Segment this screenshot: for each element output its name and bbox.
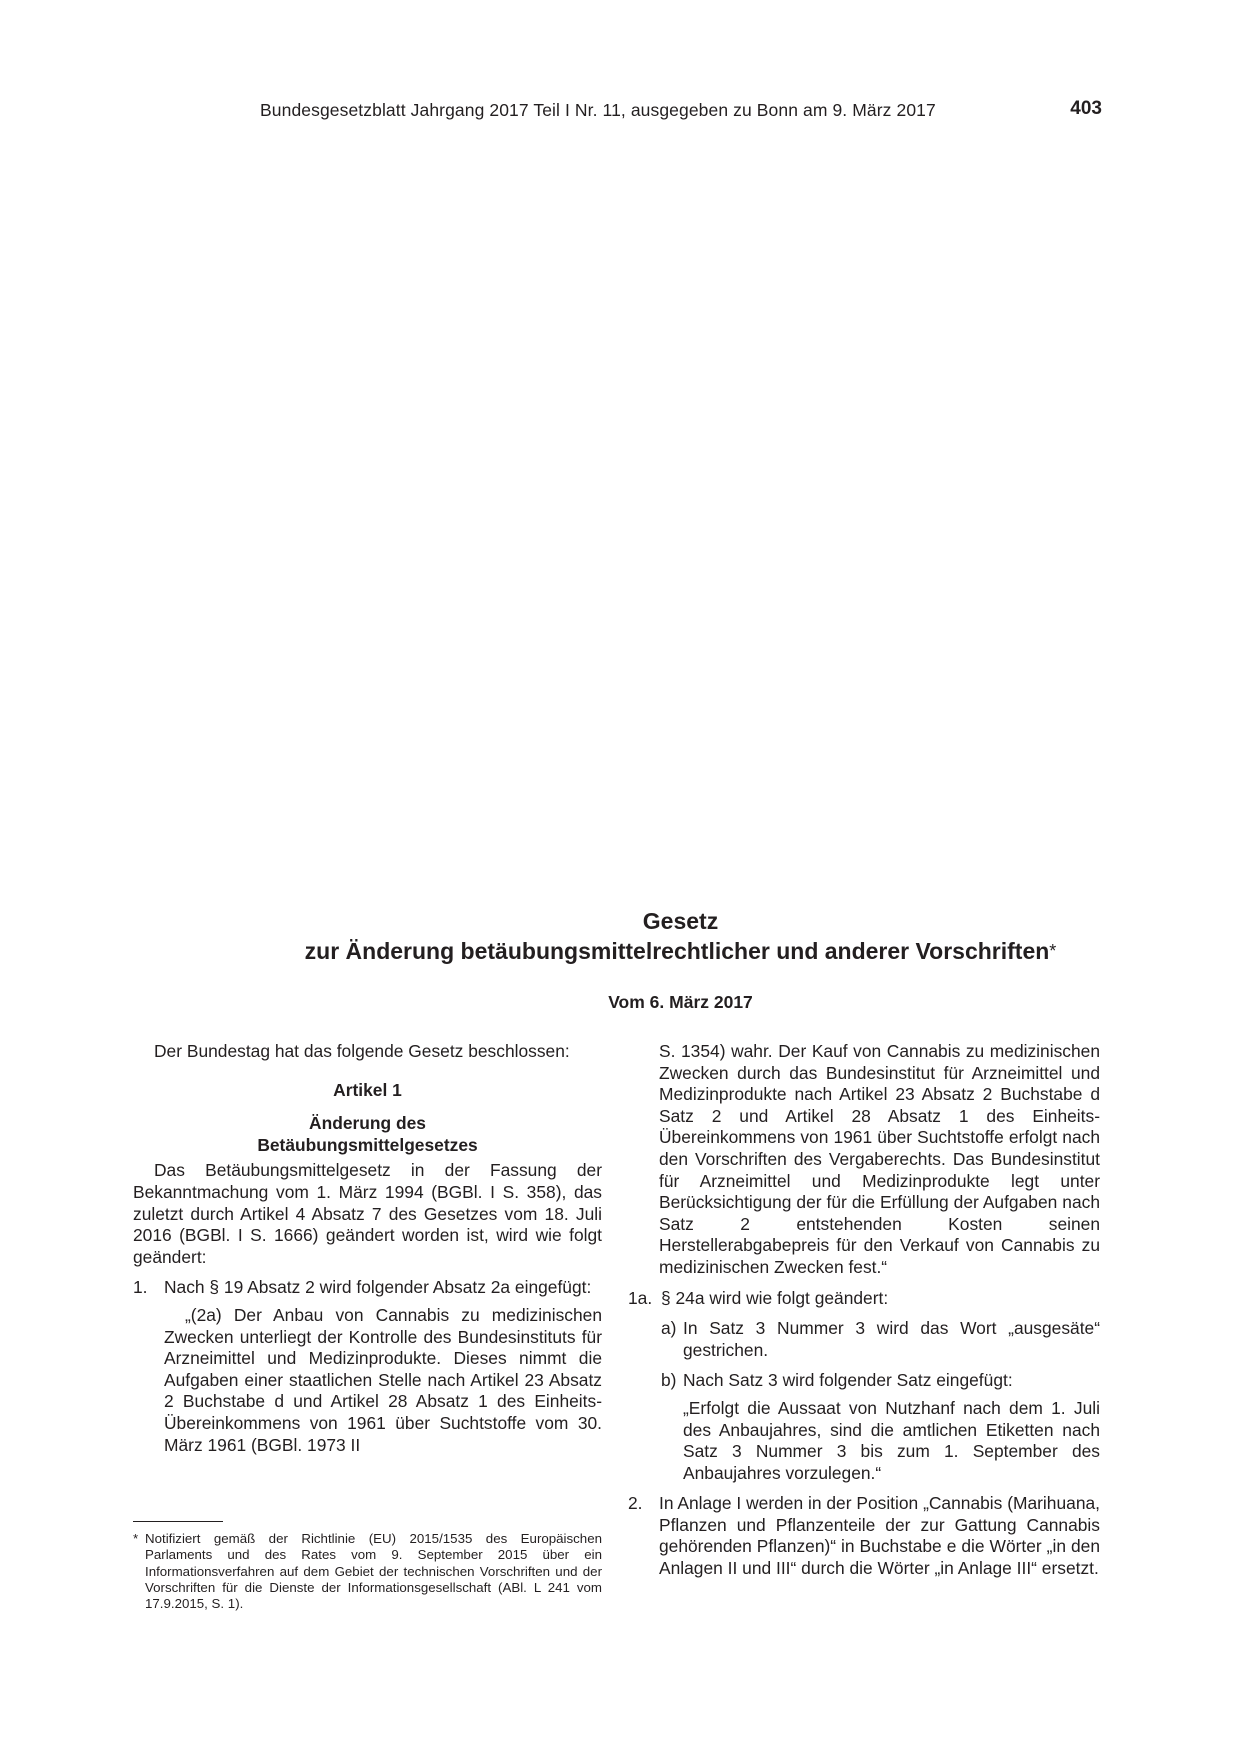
law-title-line1: Gesetz	[642, 908, 719, 934]
left-column	[133, 1041, 602, 1456]
quoted-sentence: „Erfolgt die Aussaat von Nutzhanf nach dem 1. Juli des Anbaujahres, sind die amtlichen Etiketten nach Satz 3 Nummer 3 bis zum 1. September des Anbaujahres vorzulegen.“	[683, 1397, 1100, 1483]
list-item-number: 1.	[133, 1277, 148, 1298]
law-date: Vom 6. März 2017	[608, 992, 753, 1012]
running-head: Bundesgesetzblatt Jahrgang 2017 Teil I Nr. 11, ausgegeben zu Bonn am 9. März 2017	[260, 100, 936, 120]
footnote-text: Notifiziert gemäß der Richtlinie (EU) 2015/1535 des Europäischen Parlaments und des Rates vom 9. September 2015 über ein Informationsverfahren auf dem Gebiet der technischen Vorschriften und der Vorschriften für die Dienste der Informationsgesellschaft (ABl. L 241 vom 17.9.2015, S. 1).	[145, 1531, 602, 1612]
list-item	[628, 1493, 1100, 1579]
footnote-separator	[133, 1521, 223, 1522]
sub-list-item-letter: b)	[661, 1370, 677, 1391]
footnote-mark: *	[133, 1531, 139, 1546]
list-item-text: § 24a wird wie folgt geändert:	[661, 1287, 889, 1308]
page-header	[0, 100, 1241, 124]
list-item-text: Nach § 19 Absatz 2 wird folgender Absatz 2a eingefügt:	[164, 1277, 592, 1298]
list-item	[628, 1288, 1100, 1310]
article-subheading-line2: Betäubungsmittelgesetzes	[257, 1134, 478, 1155]
article-subheading-line1: Änderung des	[309, 1113, 426, 1134]
law-title-text: zur Änderung betäubungsmittelrechtlicher und anderer Vorschriften	[304, 938, 1050, 964]
list-item-number: 1a.	[628, 1287, 653, 1308]
sub-list-item-text: In Satz 3 Nummer 3 wird das Wort „ausgesäte“ gestrichen.	[683, 1318, 1100, 1360]
footnote-reference: *	[1049, 941, 1057, 961]
article-heading: Artikel 1	[333, 1079, 402, 1100]
sub-list-item-letter: a)	[661, 1318, 677, 1339]
sub-list-item	[661, 1318, 1100, 1361]
article-intro-paragraph: Das Betäubungsmittelgesetz in der Fassung der Bekanntmachung vom 1. März 1994 (BGBl. I S. 358), das zuletzt durch Artikel 4 Absatz 7 des Gesetzes vom 18. Juli 2016 (BGBl. I S. 1666) geändert worden ist, wird wie folgt geändert:	[133, 1160, 602, 1267]
sub-list-item-text: Nach Satz 3 wird folgender Satz eingefügt:	[683, 1370, 1013, 1391]
list-item-number: 2.	[628, 1493, 643, 1514]
quoted-amendment-continuation: S. 1354) wahr. Der Kauf von Cannabis zu medizinischen Zwecken durch das Bundesinstitut für Arzneimittel und Medizinprodukte nach Artikel 23 Absatz 2 Buchstabe d Satz 2 und Artikel 28 Absatz 1 des Einheits-Übereinkommens von 1961 über Suchtstoffe erfolgt nach den Vorschriften des Vergaberechts. Das Bundesinstitut für Arzneimittel und Medizinprodukte legt unter Berücksichtigung der für die Erfüllung der Aufgaben nach Satz 2 entstehenden Kosten seinen Herstellerabgabepreis für den Verkauf von Cannabis zu medizinischen Zwecken fest.“	[659, 1041, 1100, 1277]
list-item	[133, 1277, 602, 1299]
title-block	[0, 906, 1241, 1013]
right-column	[628, 1041, 1100, 1580]
quoted-amendment: „(2a) Der Anbau von Cannabis zu medizinischen Zwecken unterliegt der Kontrolle des Bundesinstituts für Arzneimittel und Medizinprodukte. Dieses nimmt die Aufgaben einer staatlichen Stelle nach Artikel 23 Absatz 2 Buchstabe d und Artikel 28 Absatz 1 des Einheits-Übereinkommens von 1961 über Suchtstoffe vom 30. März 1961 (BGBl. 1973 II	[164, 1304, 602, 1455]
list-item-text: In Anlage I werden in der Position „Cannabis (Marihuana, Pflanzen und Pflanzenteile der zur Gattung Cannabis gehörenden Pflanzen)“ in Buchstabe e die Wörter „in den Anlagen II und III“ durch die Wörter „in Anlage III“ ersetzt.	[659, 1493, 1100, 1579]
page-number: 403	[1070, 98, 1102, 119]
enacting-clause: Der Bundestag hat das folgende Gesetz beschlossen:	[154, 1041, 570, 1061]
sub-list-item	[661, 1370, 1100, 1392]
footnote	[133, 1531, 602, 1612]
law-title-line2	[0, 936, 1241, 966]
